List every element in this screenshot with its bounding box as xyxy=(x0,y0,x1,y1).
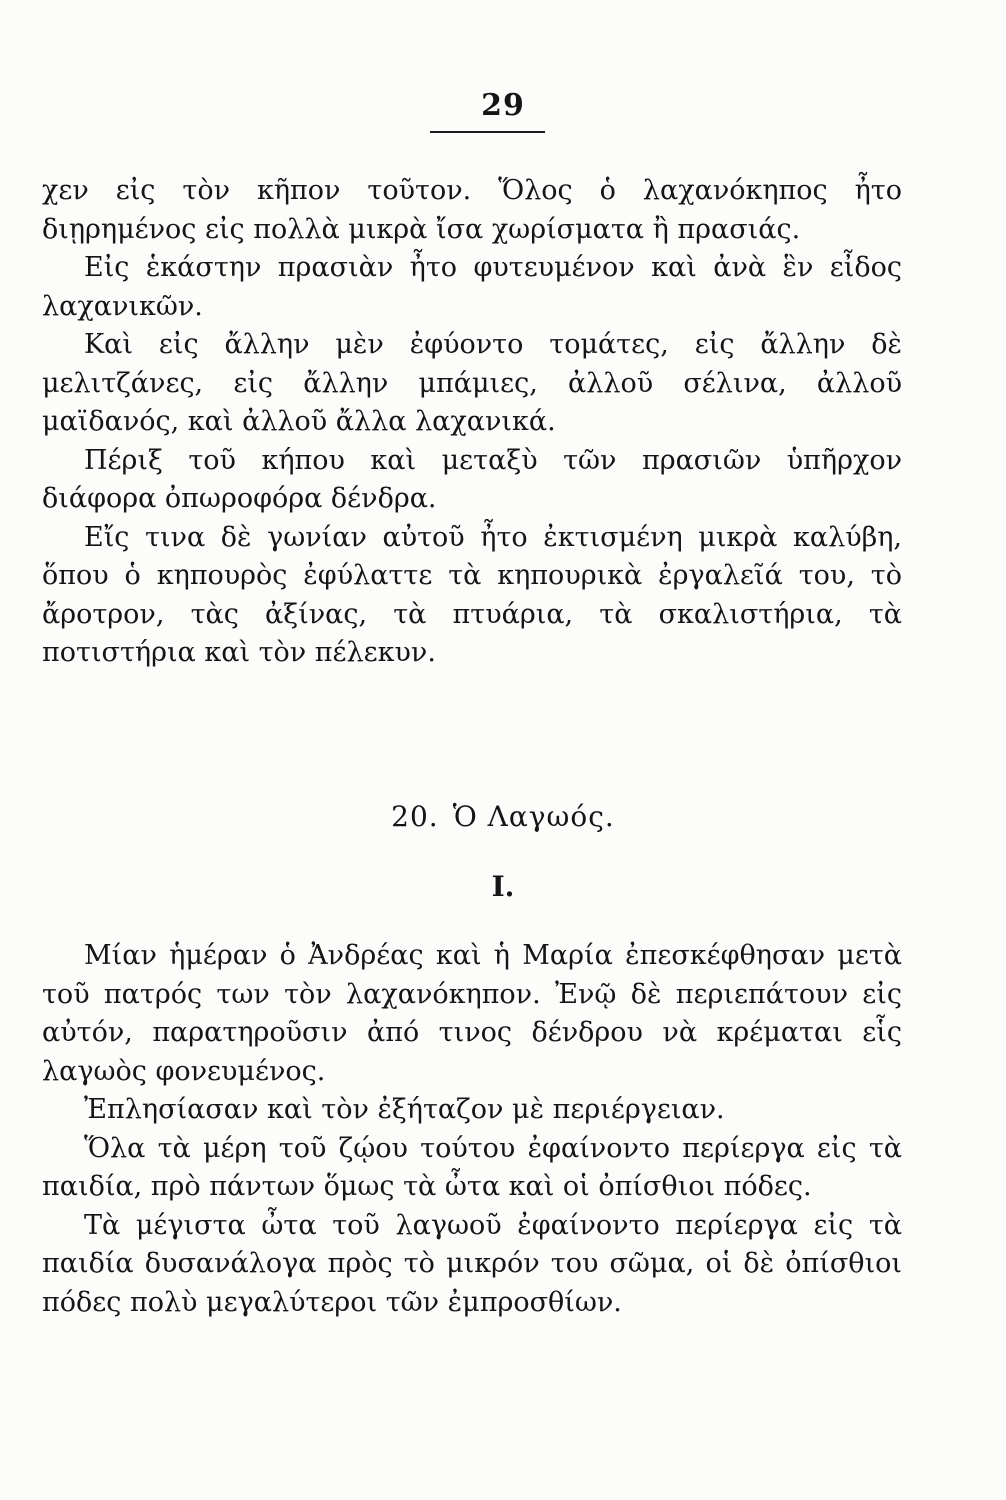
paragraph: Καὶ εἰς ἄλλην μὲν ἐφύοντο τομάτες, εἰς ἄλλην δὲ μελιτζάνες, εἰς ἄλλην μπάμιες, ἀλλοῦ σέλινα, ἀλλοῦ μαϊδανός, καὶ ἀλλοῦ ἄλλα λαχανικά. xyxy=(42,329,902,437)
section-title: Ὁ Λαγωός. xyxy=(452,800,615,833)
page-number: 29 xyxy=(481,88,525,123)
paragraph: Μίαν ἡμέραν ὁ Ἀνδρέας καὶ ἡ Μαρία ἐπεσκέφθησαν μετὰ τοῦ πατρός των τὸν λαχανόκηπον. Ἐνῷ δὲ περιεπάτουν εἰς αὐτόν, παρατηροῦσιν ἀπό τινος δένδρου νὰ κρέμαται εἷς λαγωὸς φονευμένος. xyxy=(42,940,902,1087)
text-block-garden xyxy=(42,172,902,673)
section-heading xyxy=(0,800,1006,833)
paragraph: Τὰ μέγιστα ὦτα τοῦ λαγωοῦ ἐφαίνοντο περίεργα εἰς τὰ παιδία δυσανάλογα πρὸς τὸ μικρόν του σῶμα, οἱ δὲ ὀπίσθιοι πόδες πολὺ μεγαλύτεροι τῶν ἐμπροσθίων. xyxy=(42,1209,902,1318)
page-number-rule xyxy=(430,131,545,133)
paragraph: Πέριξ τοῦ κήπου καὶ μεταξὺ τῶν πρασιῶν ὑπῆρχον διάφορα ὀπωροφόρα δένδρα. xyxy=(42,444,902,514)
paragraph: Ὅλα τὰ μέρη τοῦ ζῴου τούτου ἐφαίνοντο περίεργα εἰς τὰ παιδία, πρὸ πάντων ὅμως τὰ ὦτα καὶ οἱ ὀπίσθιοι πόδες. xyxy=(42,1132,902,1202)
paragraph: χεν εἰς τὸν κῆπον τοῦτον. Ὅλος ὁ λαχανόκηπος ἦτο διῃρημένος εἰς πολλὰ μικρὰ ἴσα χωρίσματα ἢ πρασιάς. xyxy=(42,175,902,245)
section-number: 20. xyxy=(391,800,439,833)
paragraph: Ἐπλησίασαν καὶ τὸν ἐξήταζον μὲ περιέργειαν. xyxy=(84,1094,725,1125)
text-block-hare xyxy=(42,937,902,1322)
subsection-numeral: Ι. xyxy=(491,870,515,903)
paragraph: Εἴς τινα δὲ γωνίαν αὐτοῦ ἦτο ἐκτισμένη μικρὰ καλύβη, ὅπου ὁ κηπουρὸς ἐφύλαττε τὰ κηπουρικὰ ἐργαλεῖά του, τὸ ἄροτρον, τὰς ἀξίνας, τὰ πτυάρια, τὰ σκαλιστήρια, τὰ ποτιστήρια καὶ τὸν πέλεκυν. xyxy=(42,521,902,668)
paragraph: Εἰς ἑκάστην πρασιὰν ἦτο φυτευμένον καὶ ἀνὰ ἓν εἶδος λαχανικῶν. xyxy=(42,252,902,322)
